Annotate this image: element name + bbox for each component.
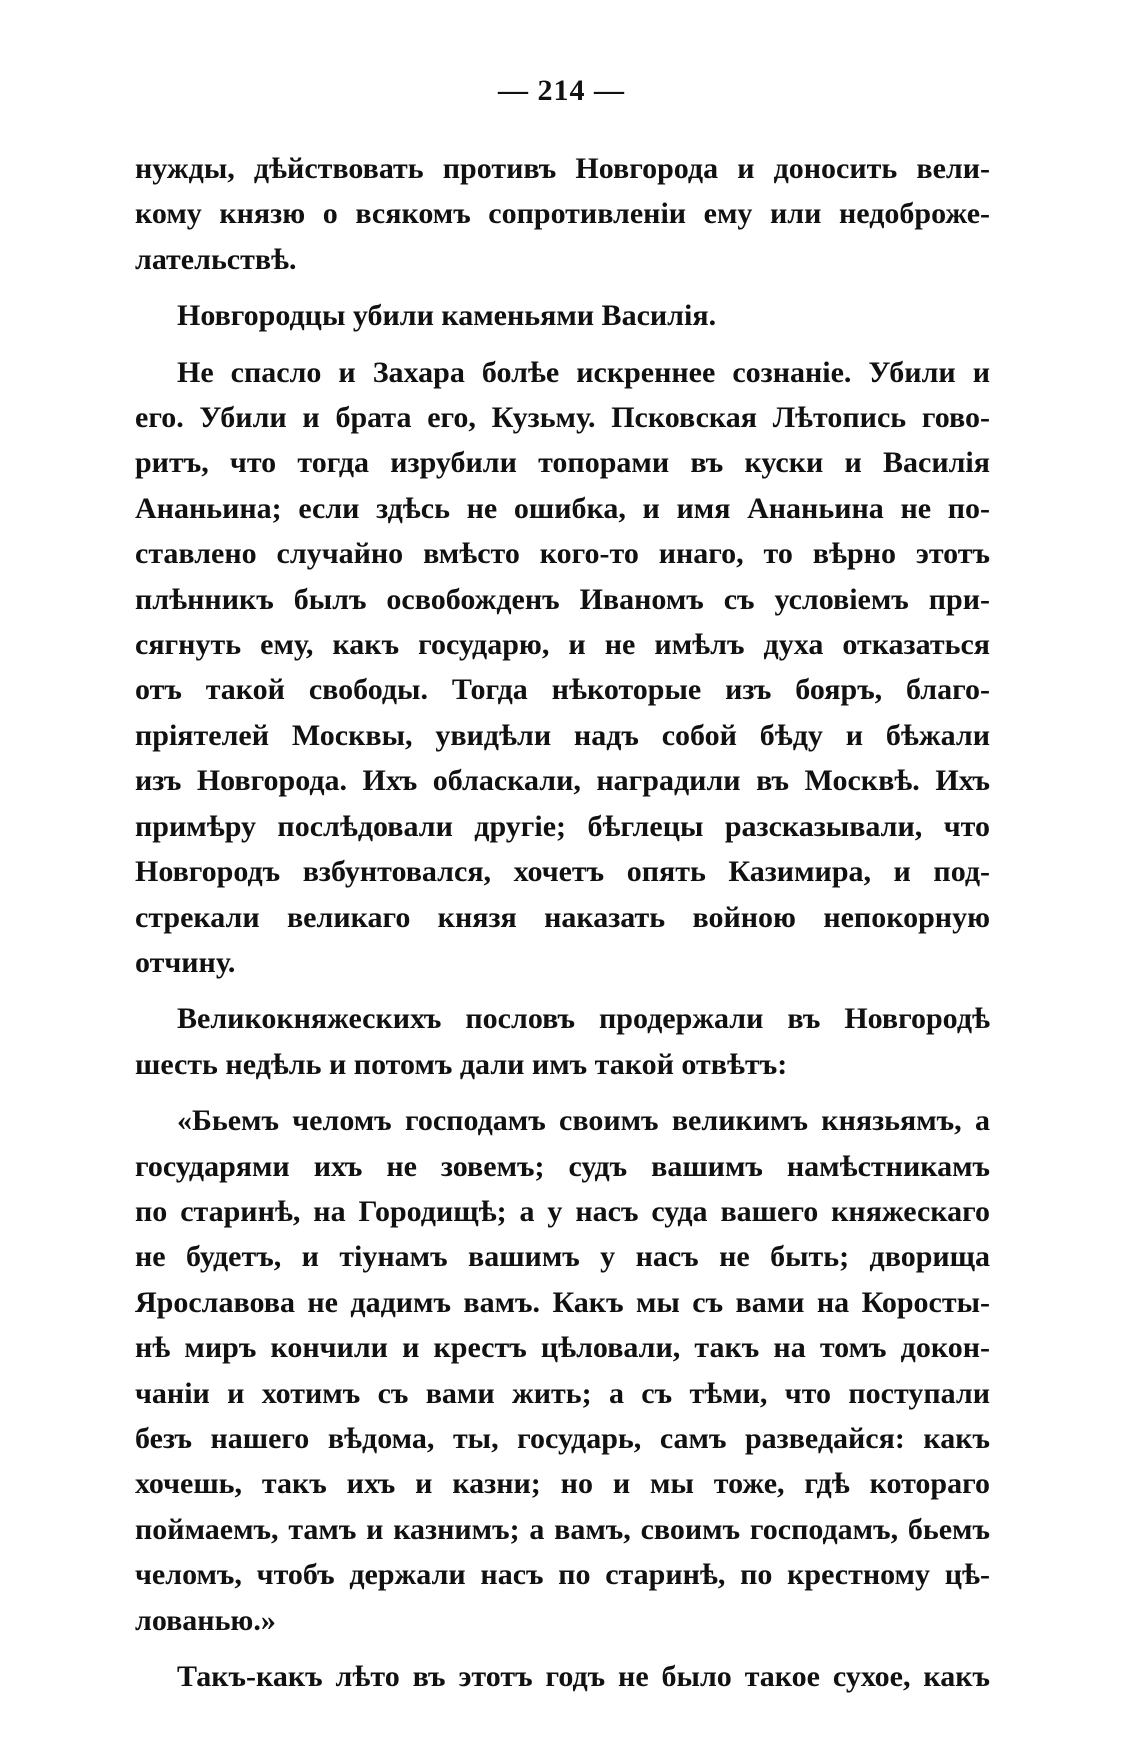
text-line: пріятелей Москвы, увидѣли надъ собой бѣду и бѣжали xyxy=(135,718,990,752)
text-line: безъ нашего вѣдома, ты, государь, самъ разведайся: какъ xyxy=(135,1421,990,1455)
text-line: плѣнникъ былъ освобожденъ Иваномъ съ условіемъ при- xyxy=(135,582,990,616)
text-line: отчину. xyxy=(135,945,236,979)
text-line: поймаемъ, тамъ и казнимъ; а вамъ, своимъ господамъ, бьемъ xyxy=(135,1512,990,1546)
text-line: стрекали великаго князя наказать войною непокорную xyxy=(135,900,990,934)
text-line: Новгородцы убили каменьями Василія. xyxy=(177,299,717,333)
text-line: Не спасло и Захара болѣе искреннее сознаніе. Убили и xyxy=(177,355,990,389)
text-line: его. Убили и брата его, Кузьму. Псковская Лѣтопись гово- xyxy=(135,401,990,435)
page-number-header: — 214 — xyxy=(498,74,625,107)
text-line: примѣру послѣдовали другіе; бѣглецы разсказывали, что xyxy=(135,809,990,843)
text-line: ритъ, что тогда изрубили топорами въ куски и Василія xyxy=(135,446,990,480)
text-line: челомъ, чтобъ держали насъ по старинѣ, по крестному цѣ- xyxy=(135,1558,990,1592)
text-line: Новгородъ взбунтовался, хочетъ опять Казимира, и под- xyxy=(135,855,990,889)
text-line: кому князю о всякомъ сопротивленіи ему или недоброже- xyxy=(135,197,990,231)
text-line: лательствѣ. xyxy=(135,242,297,276)
text-line: Такъ-какъ лѣто въ этотъ годъ не было такое сухое, какъ xyxy=(177,1660,990,1693)
text-line: по старинѣ, на Городищѣ; а у насъ суда вашего княжескаго xyxy=(135,1194,990,1228)
text-line: лованью.» xyxy=(135,1603,276,1637)
text-line: хочешь, такъ ихъ и казни; но и мы тоже, гдѣ котораго xyxy=(135,1467,990,1501)
text-line: нужды, дѣйствовать противъ Новгорода и доносить вели- xyxy=(135,152,990,185)
text-line: «Бьемъ челомъ господамъ своимъ великимъ князьямъ, а xyxy=(177,1104,990,1138)
text-line: Ярославова не дадимъ вамъ. Какъ мы съ вами на Коросты- xyxy=(135,1285,990,1319)
text-line: нѣ миръ кончили и крестъ цѣловали, такъ на томъ докон- xyxy=(135,1331,990,1365)
text-line: изъ Новгорода. Ихъ обласкали, наградили въ Москвѣ. Ихъ xyxy=(135,764,990,798)
text-line: Великокняжескихъ пословъ продержали въ Новгородѣ xyxy=(177,1002,990,1036)
text-line: отъ такой свободы. Тогда нѣкоторые изъ бояръ, благо- xyxy=(135,673,990,707)
text-line: сягнуть ему, какъ государю, и не имѣлъ духа отказаться xyxy=(135,628,990,662)
text-line: ставлено случайно вмѣсто кого-то инаго, то вѣрно этотъ xyxy=(135,537,990,571)
text-line: не будетъ, и тіунамъ вашимъ у насъ не быть; дворища xyxy=(135,1240,990,1274)
text-line: шесть недѣль и потомъ дали имъ такой отвѣтъ: xyxy=(135,1047,788,1081)
text-line: Ананьина; если здѣсь не ошибка, и имя Ананьина не по- xyxy=(135,491,990,525)
text-line: государями ихъ не зовемъ; судъ вашимъ намѣстникамъ xyxy=(135,1149,990,1183)
text-line: чаніи и хотимъ съ вами жить; а съ тѣми, что поступали xyxy=(135,1376,990,1410)
body-text xyxy=(135,146,990,1699)
